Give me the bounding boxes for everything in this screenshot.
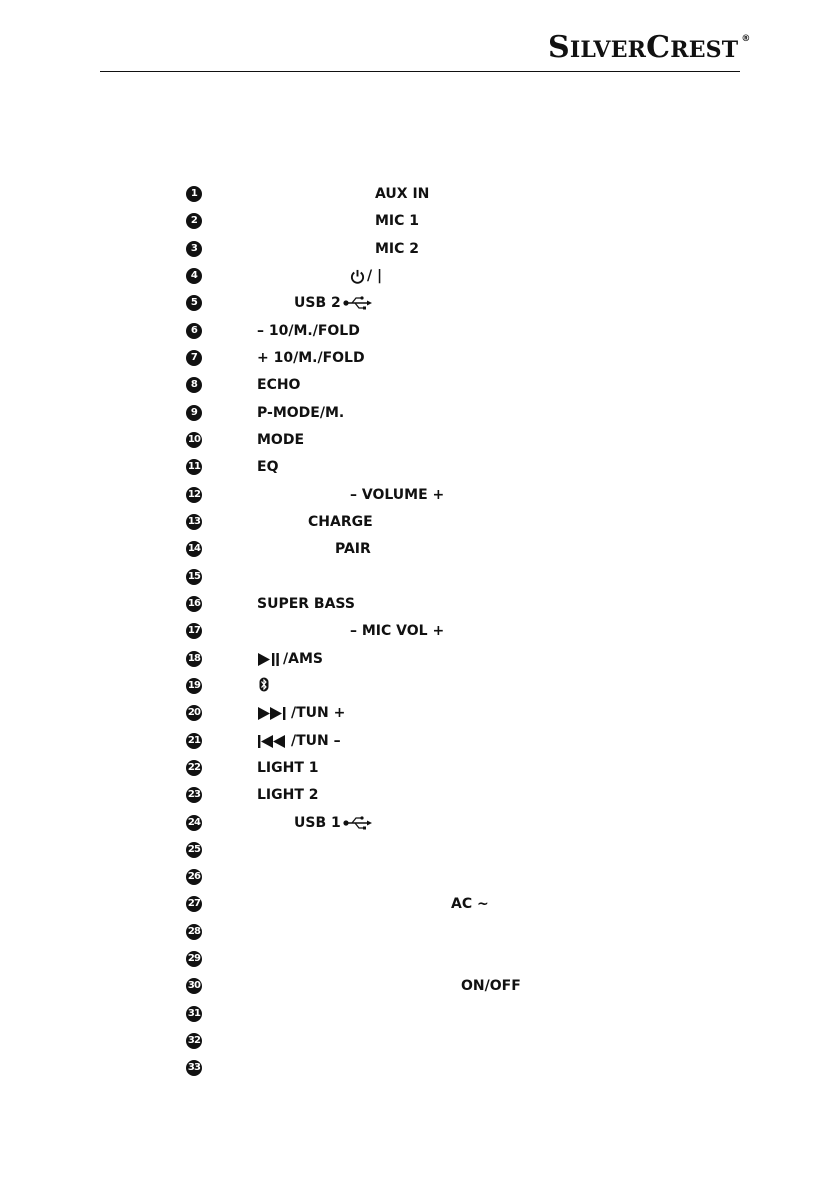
item-label: – 10/M./FOLD xyxy=(257,323,360,339)
item-label: AUX IN xyxy=(375,186,430,202)
item-label: USB 2 xyxy=(294,294,373,312)
item-label: – VOLUME + xyxy=(350,487,445,503)
item-number: 30 xyxy=(186,978,202,994)
item-number: 33 xyxy=(186,1060,202,1076)
brand-logo: S ILVER C REST ® xyxy=(548,30,751,65)
item-number: 24 xyxy=(186,815,202,831)
item-label: LIGHT 2 xyxy=(257,787,319,803)
item-label: + 10/M./FOLD xyxy=(257,350,365,366)
item-number: 29 xyxy=(186,951,202,967)
item-number: 16 xyxy=(186,596,202,612)
item-number: 14 xyxy=(186,541,202,557)
item-label: – MIC VOL + xyxy=(350,623,445,639)
item-number: 3 xyxy=(186,241,202,257)
item-number: 21 xyxy=(186,733,202,749)
item-number: 17 xyxy=(186,623,202,639)
item-number: 22 xyxy=(186,760,202,776)
item-number: 23 xyxy=(186,787,202,803)
item-label: EQ xyxy=(257,459,279,475)
item-number: 10 xyxy=(186,432,202,448)
item-number: 1 xyxy=(186,186,202,202)
item-number: 27 xyxy=(186,896,202,912)
item-number: 18 xyxy=(186,651,202,667)
previous-track-icon xyxy=(257,734,289,749)
item-label: ECHO xyxy=(257,377,301,393)
item-number: 6 xyxy=(186,323,202,339)
item-number: 7 xyxy=(186,350,202,366)
item-number: 5 xyxy=(186,295,202,311)
item-label: MIC 1 xyxy=(375,213,420,229)
item-label xyxy=(259,677,271,692)
bluetooth-icon xyxy=(259,677,269,692)
item-number: 31 xyxy=(186,1006,202,1022)
item-number: 11 xyxy=(186,459,202,475)
item-label: PAIR xyxy=(335,541,371,557)
item-number: 2 xyxy=(186,213,202,229)
item-number: 13 xyxy=(186,514,202,530)
item-number: 8 xyxy=(186,377,202,393)
item-number: 19 xyxy=(186,678,202,694)
item-label: / | xyxy=(350,267,382,285)
item-number: 4 xyxy=(186,268,202,284)
item-number: 20 xyxy=(186,705,202,721)
item-label: P-MODE/M. xyxy=(257,405,345,421)
usb-icon xyxy=(343,296,373,310)
usb-icon xyxy=(343,816,373,830)
item-label: /AMS xyxy=(257,650,323,668)
item-number: 12 xyxy=(186,487,202,503)
item-number: 15 xyxy=(186,569,202,585)
item-number: 26 xyxy=(186,869,202,885)
item-label: AC ~ xyxy=(451,896,489,912)
item-number: 9 xyxy=(186,405,202,421)
item-label: SUPER BASS xyxy=(257,596,355,612)
item-label: /TUN – xyxy=(257,732,341,750)
item-label: ON/OFF xyxy=(461,978,521,994)
item-number: 28 xyxy=(186,924,202,940)
item-label: MIC 2 xyxy=(375,241,420,257)
header-rule xyxy=(100,71,740,72)
item-label: CHARGE xyxy=(308,514,373,530)
play-pause-icon xyxy=(257,652,281,667)
item-label: USB 1 xyxy=(294,814,373,832)
item-number: 32 xyxy=(186,1033,202,1049)
item-number: 25 xyxy=(186,842,202,858)
item-label: MODE xyxy=(257,432,305,448)
item-label: /TUN + xyxy=(257,704,345,722)
item-label: LIGHT 1 xyxy=(257,760,319,776)
power-icon xyxy=(350,269,365,284)
next-track-icon xyxy=(257,706,289,721)
